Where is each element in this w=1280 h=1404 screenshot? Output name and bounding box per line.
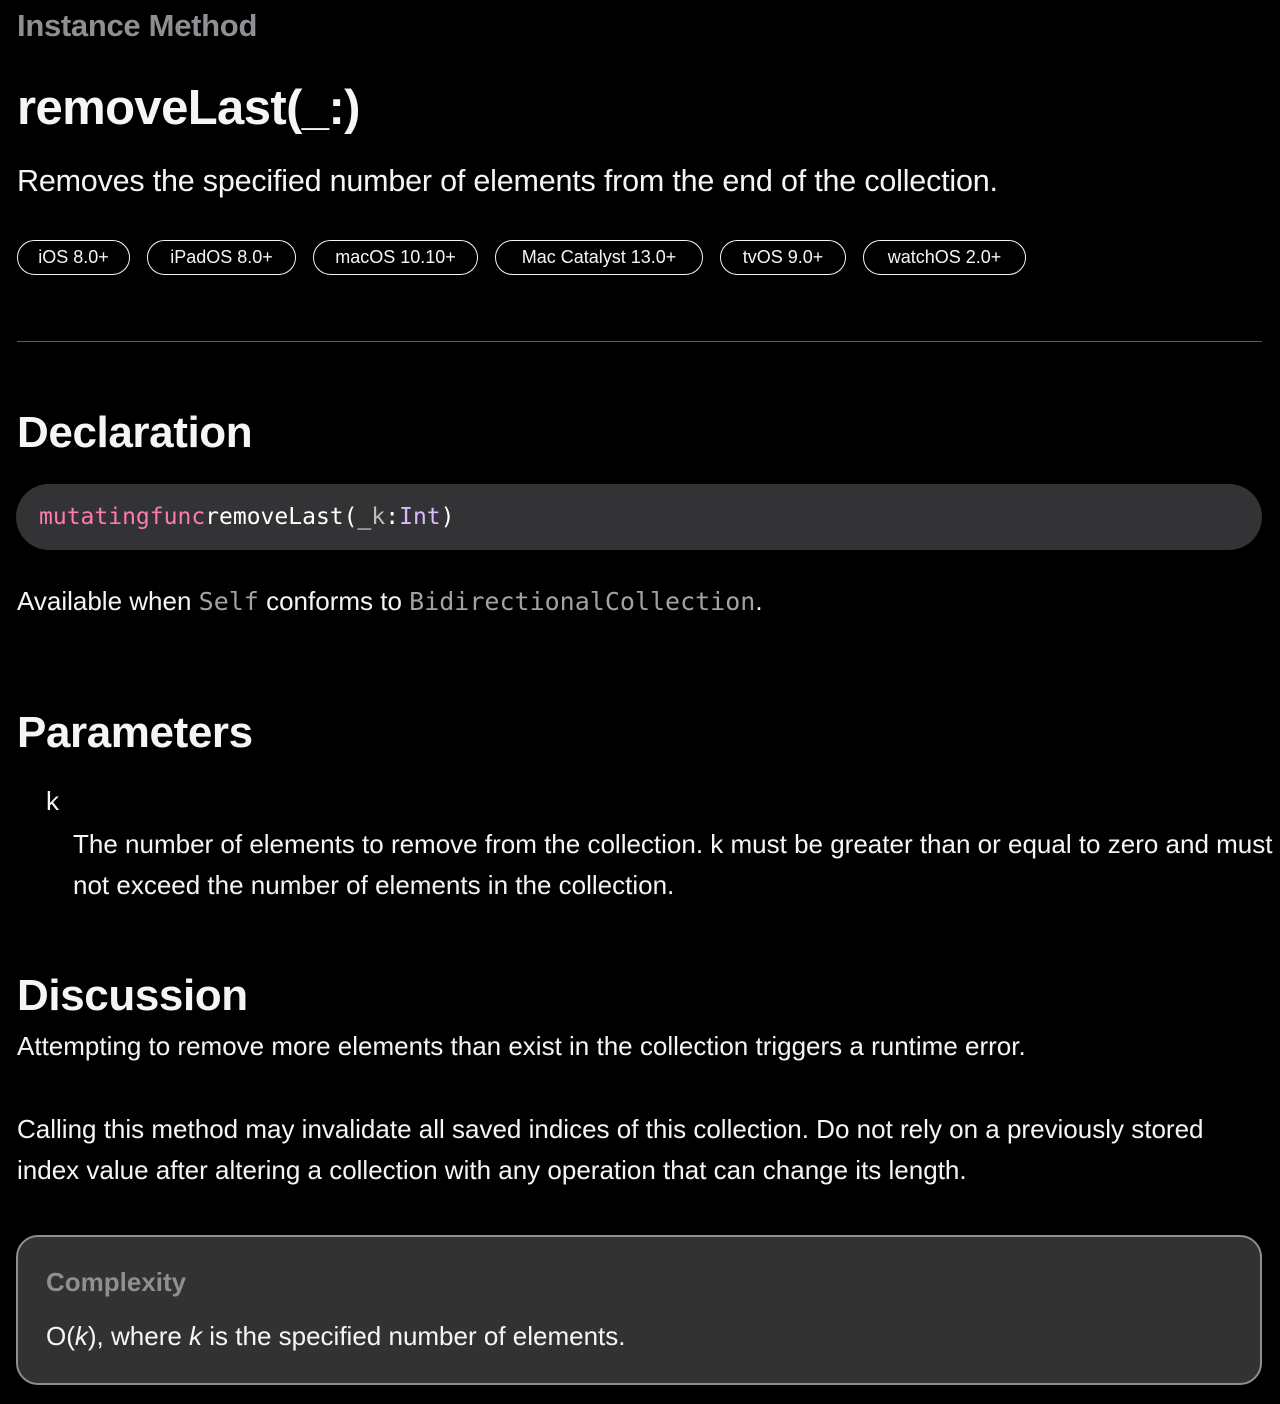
code-function-name: removeLast [205,504,344,530]
availability-badge-ipados: iPadOS 8.0+ [147,240,296,275]
conformance-note [17,586,763,617]
code-colon: : [385,504,400,530]
parameter-name: k [46,786,59,816]
abstract: Removes the specified number of elements from the end of the collection. [17,164,998,198]
availability-badge-watchos: watchOS 2.0+ [863,240,1026,275]
code-type-int[interactable]: Int [399,504,441,530]
complexity-var: k [189,1321,203,1351]
discussion-paragraph: Calling this method may invalidate all saved indices of this collection. Do not rely on a previously stored index value after altering a collection with any operation that can change its length. [17,1114,1204,1185]
conformance-suffix: . [755,586,763,616]
complexity-body [46,1321,626,1352]
complexity-middle: ), where [87,1321,190,1351]
complexity-aside [16,1235,1262,1385]
code-keyword-func: func [149,504,206,530]
code-param-name: k [371,504,386,530]
section-divider [17,341,1262,342]
discussion-heading: Discussion [17,971,248,1020]
complexity-suffix: is the specified number of elements. [202,1321,626,1351]
discussion-paragraph: Attempting to remove more elements than exist in the collection triggers a runtime error. [17,1031,1026,1061]
complexity-label: Complexity [46,1267,187,1297]
conformance-protocol-link[interactable]: BidirectionalCollection [409,587,756,616]
parameter-description: The number of elements to remove from the collection. k must be greater than or equal to zero and must not exceed the number of elements in the collection. [73,829,1273,900]
availability-badge-tvos: tvOS 9.0+ [720,240,846,275]
parameters-heading: Parameters [17,708,253,757]
conformance-self: Self [198,587,259,616]
availability-badge-ios: iOS 8.0+ [17,240,130,275]
declaration-code [16,484,1262,550]
declaration-heading: Declaration [17,408,253,457]
symbol-kind-eyebrow: Instance Method [17,8,258,43]
complexity-var: k [74,1321,88,1351]
complexity-prefix: O( [46,1321,75,1351]
code-keyword-mutating: mutating [39,504,150,530]
availability-badge-mac-catalyst: Mac Catalyst 13.0+ [495,240,703,275]
code-close-paren: ) [440,504,455,530]
code-open-paren: ( [343,504,358,530]
page-title: removeLast(_:) [17,81,360,135]
availability-badge-macos: macOS 10.10+ [313,240,478,275]
conformance-middle: conforms to [258,586,410,616]
code-external-label: _ [357,504,372,530]
conformance-prefix: Available when [17,586,199,616]
